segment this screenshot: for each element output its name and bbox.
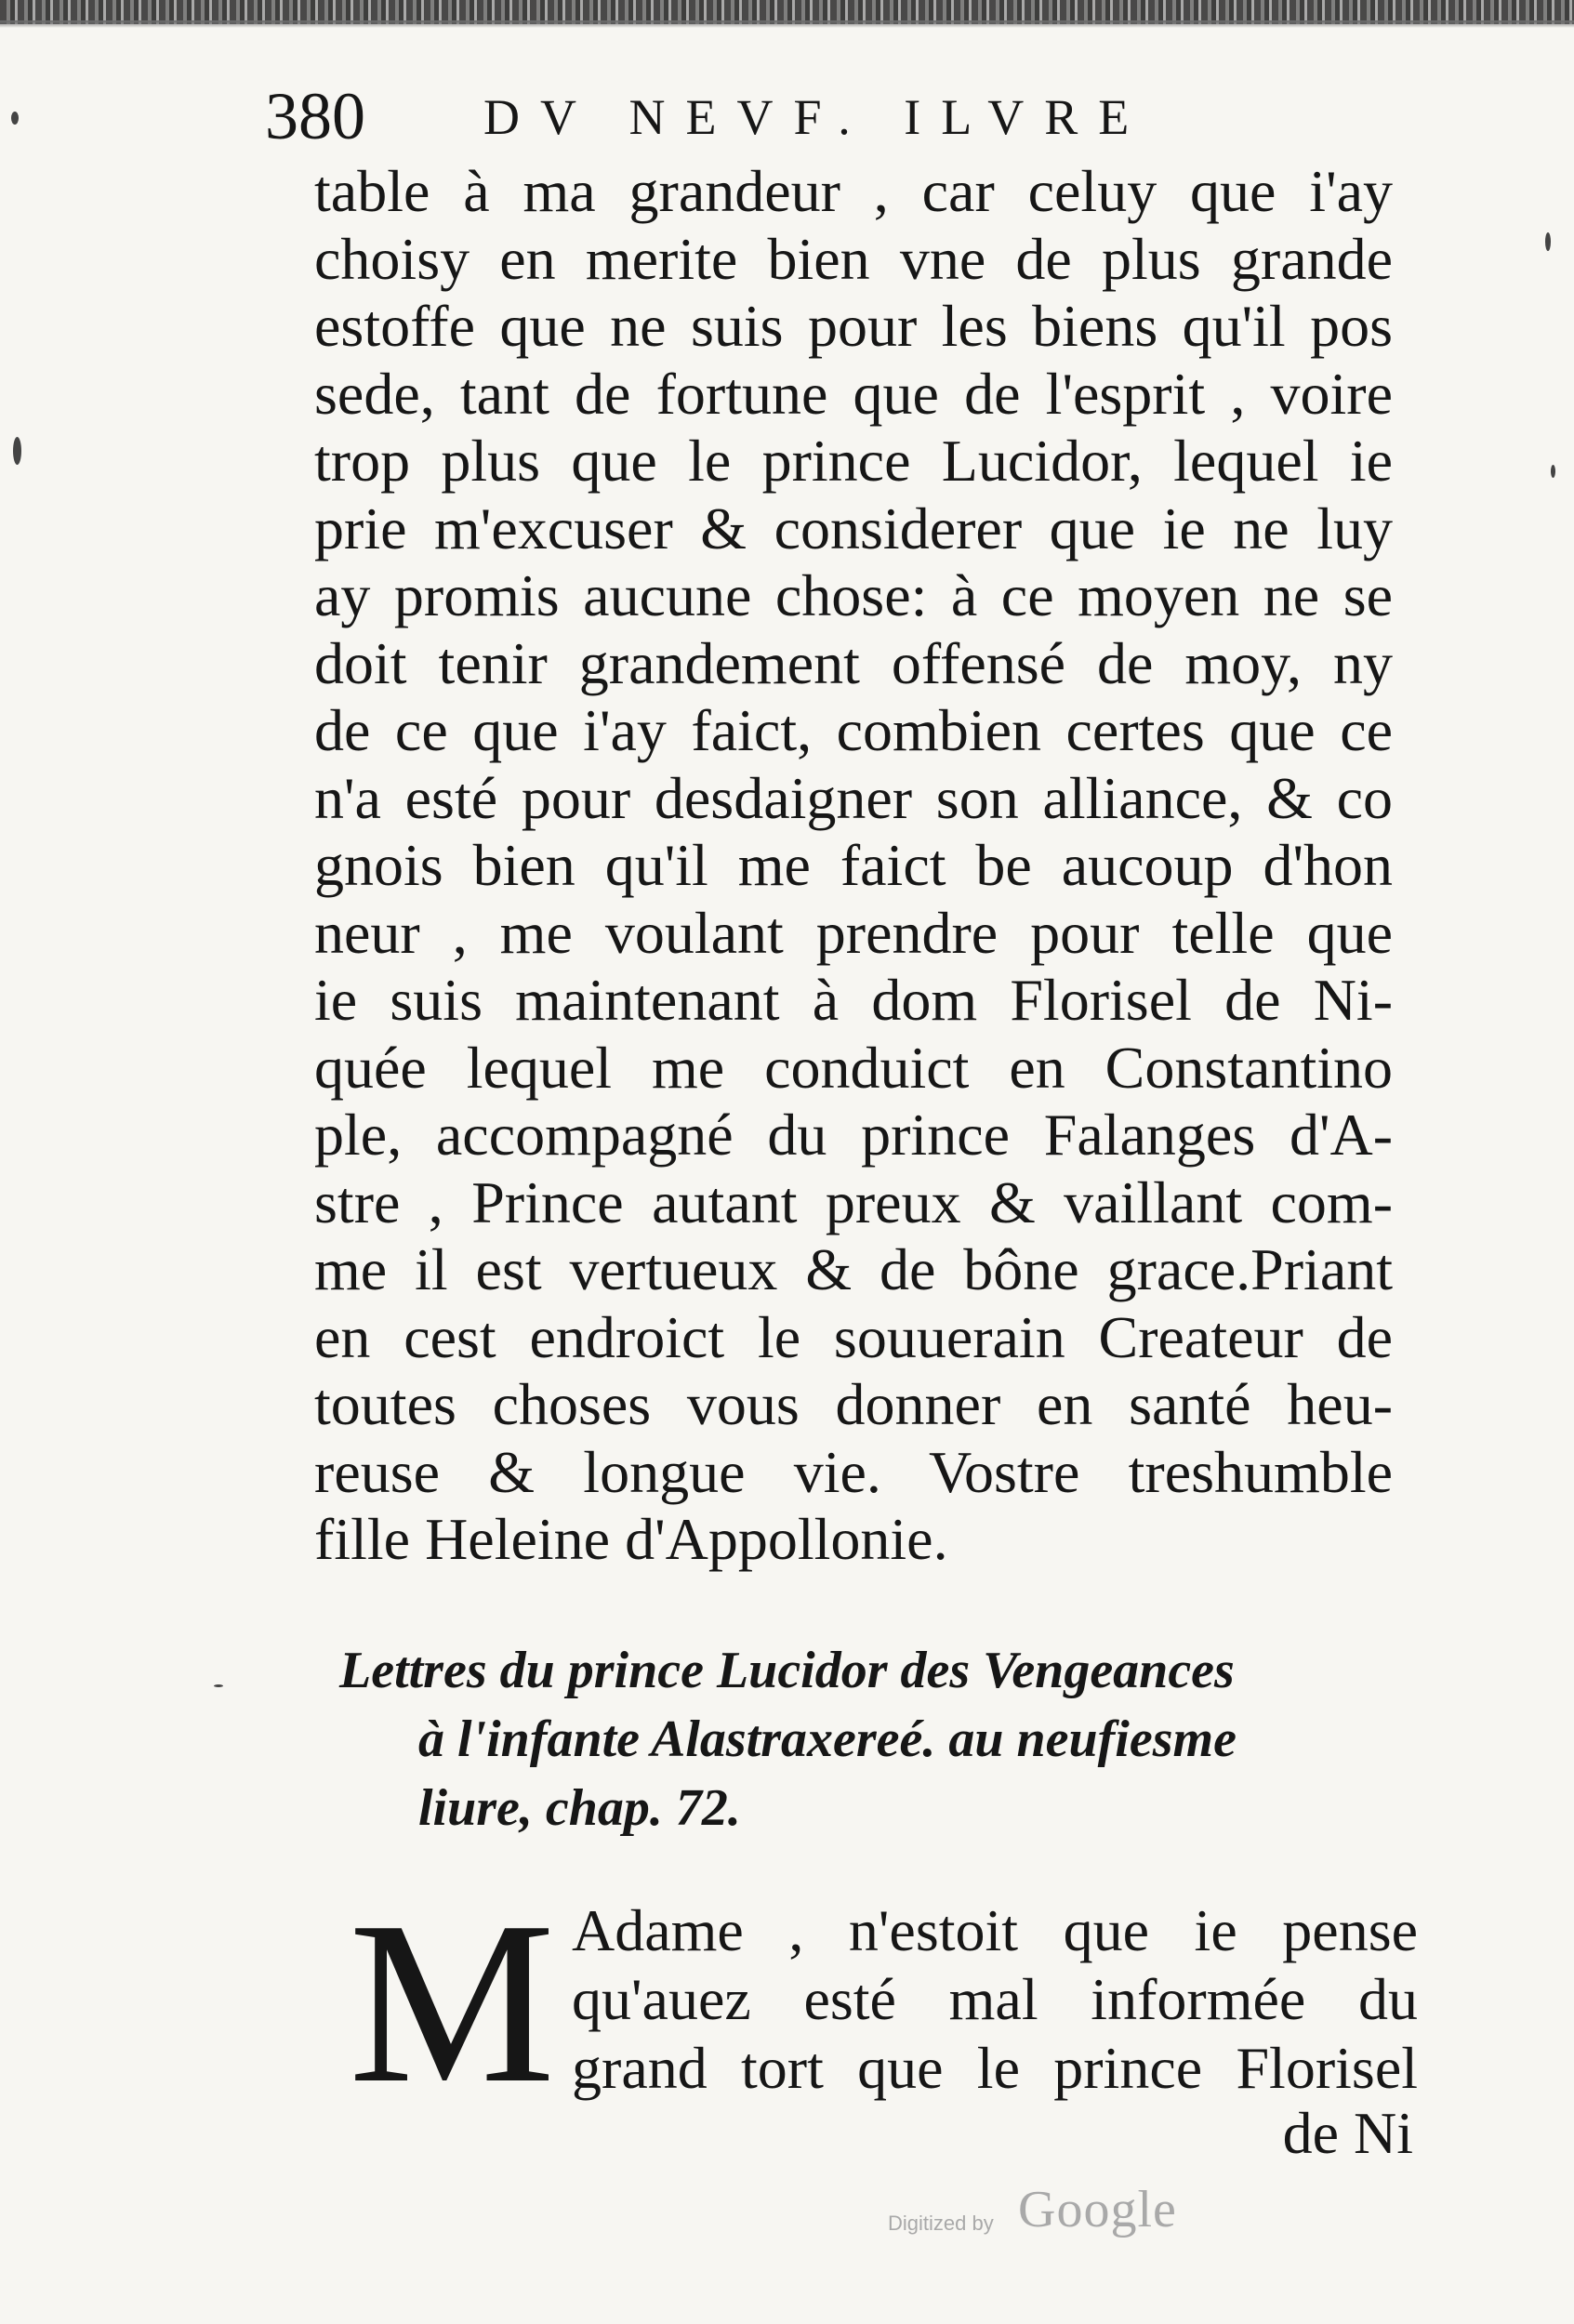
text-line: ay promis aucune chose: à ce moyen ne se bbox=[314, 562, 1393, 628]
text-line: gnois bien qu'il me faict be aucoup d'hon bbox=[314, 832, 1393, 898]
text-line: neur , me voulant prendre pour telle que bbox=[314, 899, 1393, 966]
text-line: quée lequel me conduict en Constantino bbox=[314, 1034, 1393, 1101]
section-heading bbox=[339, 1636, 1418, 1842]
catchword: de Ni bbox=[1282, 2100, 1413, 2166]
page-header bbox=[265, 74, 1195, 158]
text-line: me il est vertueux & de bône grace.Priant bbox=[314, 1236, 1393, 1302]
text-line: qu'auez esté mal informée du bbox=[572, 1966, 1418, 2032]
text-line: toutes choses vous donner en santé heu- bbox=[314, 1371, 1393, 1437]
drop-cap: M bbox=[349, 1874, 552, 2132]
text-line: grand tort que le prince Florisel bbox=[572, 2035, 1418, 2101]
text-line: stre , Prince autant preux & vaillant com- bbox=[314, 1169, 1393, 1235]
margin-speck bbox=[11, 112, 19, 125]
text-line: ie suis maintenant à dom Florisel de Ni- bbox=[314, 967, 1393, 1033]
text-line: Adame , n'estoit que ie pense bbox=[572, 1897, 1418, 1963]
margin-speck bbox=[1551, 465, 1555, 478]
text-line: sede, tant de fortune que de l'esprit , voire bbox=[314, 360, 1393, 427]
running-head: DV NEVF. ILVRE bbox=[483, 89, 1150, 145]
text-line: n'a esté pour desdaigner son alliance, & co bbox=[314, 764, 1393, 831]
text-line: table à ma grandeur , car celuy que i'ay bbox=[314, 158, 1393, 224]
text-line: en cest endroict le souuerain Createur de bbox=[314, 1303, 1393, 1370]
text-line: de ce que i'ay faict, combien certes que ce bbox=[314, 697, 1393, 763]
text-line: reuse & longue vie. Vostre treshumble bbox=[314, 1438, 1393, 1505]
google-logo: Google bbox=[1018, 2181, 1177, 2238]
text-line: choisy en merite bien vne de plus grande bbox=[314, 225, 1393, 292]
heading-line: liure, chap. 72. bbox=[418, 1779, 741, 1837]
watermark-caption: Digitized by bbox=[888, 2212, 994, 2235]
margin-speck bbox=[214, 1684, 223, 1687]
digitization-watermark bbox=[888, 2180, 1260, 2245]
page-top-edge-shadow bbox=[0, 20, 1574, 28]
text-line: trop plus que le prince Lucidor, lequel ie bbox=[314, 428, 1393, 494]
opening-lines bbox=[572, 1896, 1418, 2103]
margin-speck bbox=[1545, 232, 1551, 251]
page-number: 380 bbox=[265, 79, 365, 153]
heading-line: Lettres du prince Lucidor des Vengeances bbox=[339, 1642, 1235, 1699]
letter-body bbox=[314, 158, 1393, 1574]
text-line: prie m'excuser & considerer que ie ne luy bbox=[314, 495, 1393, 561]
heading-line: à l'infante Alastraxereé. au neufiesme bbox=[418, 1710, 1237, 1768]
text-line: ple, accompagné du prince Falanges d'A- bbox=[314, 1102, 1393, 1168]
margin-speck bbox=[13, 437, 21, 465]
signature-line: fille Heleine d'Appollonie. bbox=[314, 1506, 948, 1572]
text-line: estoffe que ne suis pour les biens qu'il pos bbox=[314, 293, 1393, 359]
text-line: doit tenir grandement offensé de moy, ny bbox=[314, 629, 1393, 696]
opening-paragraph bbox=[349, 1874, 1418, 2203]
